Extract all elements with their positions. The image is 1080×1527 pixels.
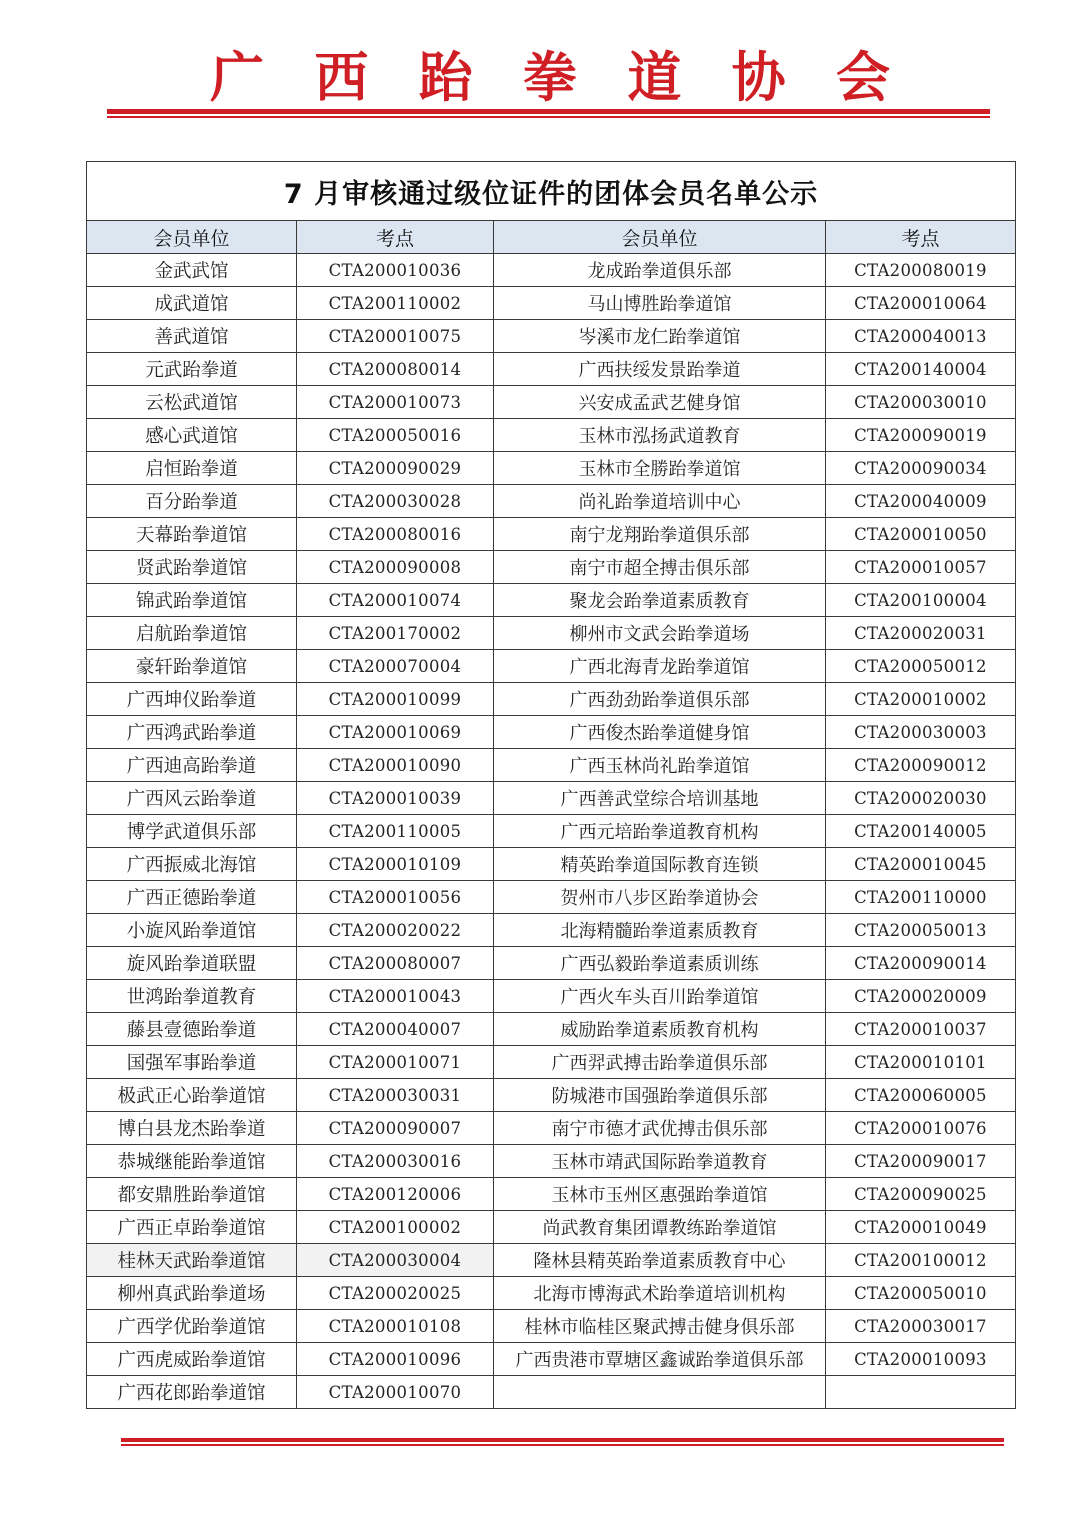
member-unit-cell: 博白县龙杰跆拳道 — [87, 1112, 297, 1145]
member-unit-cell: 豪轩跆拳道馆 — [87, 650, 297, 683]
member-unit-cell: 善武道馆 — [87, 320, 297, 353]
table-row — [87, 716, 1016, 749]
exam-site-code-cell: CTA200010045 — [826, 848, 1016, 881]
member-unit-cell: 都安鼎胜跆拳道馆 — [87, 1178, 297, 1211]
member-unit-cell: 北海市博海武术跆拳道培训机构 — [494, 1277, 826, 1310]
exam-site-code-cell: CTA200020030 — [826, 782, 1016, 815]
table-row — [87, 353, 1016, 386]
exam-site-code-cell: CTA200030028 — [297, 485, 494, 518]
exam-site-code-cell: CTA200030003 — [826, 716, 1016, 749]
member-unit-cell: 启恒跆拳道 — [87, 452, 297, 485]
exam-site-code-cell: CTA200140005 — [826, 815, 1016, 848]
exam-site-code-cell: CTA200030010 — [826, 386, 1016, 419]
exam-site-code-cell: CTA200010069 — [297, 716, 494, 749]
exam-site-code-cell: CTA200110002 — [297, 287, 494, 320]
member-unit-cell: 马山博胜跆拳道馆 — [494, 287, 826, 320]
member-unit-cell: 云松武道馆 — [87, 386, 297, 419]
exam-site-code-cell: CTA200010064 — [826, 287, 1016, 320]
member-unit-cell: 玉林市全勝跆拳道馆 — [494, 452, 826, 485]
exam-site-code-cell: CTA200090014 — [826, 947, 1016, 980]
exam-site-code-cell: CTA200050013 — [826, 914, 1016, 947]
member-unit-cell: 广西劲劲跆拳道俱乐部 — [494, 683, 826, 716]
exam-site-code-cell: CTA200010101 — [826, 1046, 1016, 1079]
member-unit-cell: 南宁龙翔跆拳道俱乐部 — [494, 518, 826, 551]
column-header-member-unit-left: 会员单位 — [87, 221, 297, 254]
member-unit-cell: 世鸿跆拳道教育 — [87, 980, 297, 1013]
exam-site-code-cell: CTA200100002 — [297, 1211, 494, 1244]
exam-site-code-cell: CTA200010073 — [297, 386, 494, 419]
member-unit-cell: 广西善武堂综合培训基地 — [494, 782, 826, 815]
member-unit-cell: 百分跆拳道 — [87, 485, 297, 518]
exam-site-code-cell: CTA200010070 — [297, 1376, 494, 1409]
exam-site-code-cell: CTA200010108 — [297, 1310, 494, 1343]
exam-site-code-cell: CTA200060005 — [826, 1079, 1016, 1112]
table-row — [87, 1145, 1016, 1178]
exam-site-code-cell: CTA200010050 — [826, 518, 1016, 551]
exam-site-code-cell: CTA200010074 — [297, 584, 494, 617]
exam-site-code-cell: CTA200090019 — [826, 419, 1016, 452]
member-unit-cell: 岑溪市龙仁跆拳道馆 — [494, 320, 826, 353]
table-header-row — [87, 221, 1016, 254]
table-row — [87, 1079, 1016, 1112]
member-unit-cell: 广西正卓跆拳道馆 — [87, 1211, 297, 1244]
exam-site-code-cell: CTA200030004 — [297, 1244, 494, 1277]
header-char: 协 — [731, 45, 786, 109]
exam-site-code-cell: CTA200010099 — [297, 683, 494, 716]
exam-site-code-cell: CTA200010056 — [297, 881, 494, 914]
exam-site-code-cell: CTA200010090 — [297, 749, 494, 782]
exam-site-code-cell: CTA200050010 — [826, 1277, 1016, 1310]
table-row — [87, 617, 1016, 650]
member-unit-cell: 成武道馆 — [87, 287, 297, 320]
member-unit-cell: 金武武馆 — [87, 254, 297, 287]
table-row — [87, 452, 1016, 485]
exam-site-code-cell: CTA200090017 — [826, 1145, 1016, 1178]
exam-site-code-cell: CTA200080014 — [297, 353, 494, 386]
member-unit-cell: 广西学优跆拳道馆 — [87, 1310, 297, 1343]
table-row — [87, 287, 1016, 320]
table-row — [87, 914, 1016, 947]
table-row — [87, 584, 1016, 617]
member-unit-cell: 尚武教育集团谭教练跆拳道馆 — [494, 1211, 826, 1244]
table-row — [87, 419, 1016, 452]
column-header-exam-site-left: 考点 — [297, 221, 494, 254]
member-unit-cell: 精英跆拳道国际教育连锁 — [494, 848, 826, 881]
exam-site-code-cell: CTA200140004 — [826, 353, 1016, 386]
table-row — [87, 254, 1016, 287]
exam-site-code-cell: CTA200080016 — [297, 518, 494, 551]
member-unit-cell: 南宁市德才武优搏击俱乐部 — [494, 1112, 826, 1145]
exam-site-code-cell: CTA200030031 — [297, 1079, 494, 1112]
member-unit-cell: 广西风云跆拳道 — [87, 782, 297, 815]
exam-site-code-cell: CTA200090034 — [826, 452, 1016, 485]
table-row — [87, 551, 1016, 584]
member-unit-cell: 广西扶绥发景跆拳道 — [494, 353, 826, 386]
table-row — [87, 1178, 1016, 1211]
header-rule-thick — [107, 109, 990, 114]
exam-site-code-cell: CTA200070004 — [297, 650, 494, 683]
table-row — [87, 386, 1016, 419]
member-unit-cell: 贺州市八步区跆拳道协会 — [494, 881, 826, 914]
footer-rule-thick — [121, 1438, 1004, 1442]
exam-site-code-cell: CTA200120006 — [297, 1178, 494, 1211]
exam-site-code-cell: CTA200030016 — [297, 1145, 494, 1178]
member-unit-cell: 威励跆拳道素质教育机构 — [494, 1013, 826, 1046]
table-row — [87, 1013, 1016, 1046]
member-unit-cell: 玉林市靖武国际跆拳道教育 — [494, 1145, 826, 1178]
member-unit-cell: 兴安成孟武艺健身馆 — [494, 386, 826, 419]
member-unit-cell: 广西火车头百川跆拳道馆 — [494, 980, 826, 1013]
table-row — [87, 980, 1016, 1013]
member-unit-cell: 桂林市临桂区聚武搏击健身俱乐部 — [494, 1310, 826, 1343]
exam-site-code-cell: CTA200090029 — [297, 452, 494, 485]
footer-rule-thin — [121, 1444, 1004, 1446]
exam-site-code-cell: CTA200010039 — [297, 782, 494, 815]
exam-site-code-cell: CTA200010037 — [826, 1013, 1016, 1046]
member-unit-cell: 尚礼跆拳道培训中心 — [494, 485, 826, 518]
exam-site-code-cell: CTA200080019 — [826, 254, 1016, 287]
member-unit-cell: 广西振威北海馆 — [87, 848, 297, 881]
exam-site-code-cell: CTA200050012 — [826, 650, 1016, 683]
member-unit-cell: 藤县壹德跆拳道 — [87, 1013, 297, 1046]
exam-site-code-cell: CTA200090012 — [826, 749, 1016, 782]
table-row — [87, 1244, 1016, 1277]
exam-site-code-cell — [826, 1376, 1016, 1409]
member-unit-cell: 广西花郎跆拳道馆 — [87, 1376, 297, 1409]
exam-site-code-cell: CTA200010093 — [826, 1343, 1016, 1376]
header-char: 跆 — [418, 45, 473, 109]
exam-site-code-cell: CTA200010036 — [297, 254, 494, 287]
member-unit-cell: 柳州真武跆拳道场 — [87, 1277, 297, 1310]
member-list-table — [86, 161, 1016, 1409]
member-unit-cell: 北海精髓跆拳道素质教育 — [494, 914, 826, 947]
member-unit-cell: 广西鸿武跆拳道 — [87, 716, 297, 749]
table-row — [87, 485, 1016, 518]
member-unit-cell: 旋风跆拳道联盟 — [87, 947, 297, 980]
table-row — [87, 1343, 1016, 1376]
exam-site-code-cell: CTA200010076 — [826, 1112, 1016, 1145]
table-row — [87, 1277, 1016, 1310]
member-unit-cell: 广西羿武搏击跆拳道俱乐部 — [494, 1046, 826, 1079]
member-unit-cell: 南宁市超全搏击俱乐部 — [494, 551, 826, 584]
header-char: 广 — [210, 45, 264, 109]
table-row — [87, 1112, 1016, 1145]
exam-site-code-cell: CTA200110000 — [826, 881, 1016, 914]
exam-site-code-cell: CTA200020031 — [826, 617, 1016, 650]
member-unit-cell: 柳州市文武会跆拳道场 — [494, 617, 826, 650]
member-unit-cell: 广西迪高跆拳道 — [87, 749, 297, 782]
exam-site-code-cell: CTA200170002 — [297, 617, 494, 650]
exam-site-code-cell: CTA200010096 — [297, 1343, 494, 1376]
member-unit-cell: 广西贵港市覃塘区鑫诚跆拳道俱乐部 — [494, 1343, 826, 1376]
member-unit-cell: 广西俊杰跆拳道健身馆 — [494, 716, 826, 749]
member-unit-cell: 广西坤仪跆拳道 — [87, 683, 297, 716]
member-unit-cell: 贤武跆拳道馆 — [87, 551, 297, 584]
table-row — [87, 1376, 1016, 1409]
member-unit-cell — [494, 1376, 826, 1409]
table-row — [87, 1046, 1016, 1079]
member-unit-cell: 龙成跆拳道俱乐部 — [494, 254, 826, 287]
member-list-table-container — [86, 161, 1015, 1409]
exam-site-code-cell: CTA200090008 — [297, 551, 494, 584]
member-unit-cell: 玉林市泓扬武道教育 — [494, 419, 826, 452]
table-title-row — [87, 162, 1016, 221]
member-unit-cell: 广西虎威跆拳道馆 — [87, 1343, 297, 1376]
member-unit-cell: 恭城继能跆拳道馆 — [87, 1145, 297, 1178]
member-unit-cell: 极武正心跆拳道馆 — [87, 1079, 297, 1112]
exam-site-code-cell: CTA200010109 — [297, 848, 494, 881]
column-header-exam-site-right: 考点 — [826, 221, 1016, 254]
exam-site-code-cell: CTA200010075 — [297, 320, 494, 353]
exam-site-code-cell: CTA200010002 — [826, 683, 1016, 716]
header-char: 西 — [314, 45, 369, 109]
table-row — [87, 320, 1016, 353]
exam-site-code-cell: CTA200050016 — [297, 419, 494, 452]
table-row — [87, 947, 1016, 980]
table-row — [87, 1211, 1016, 1244]
header-char: 拳 — [522, 45, 577, 109]
table-row — [87, 518, 1016, 551]
member-unit-cell: 感心武道馆 — [87, 419, 297, 452]
header-rule-thin — [107, 116, 990, 118]
table-row — [87, 881, 1016, 914]
exam-site-code-cell: CTA200040009 — [826, 485, 1016, 518]
member-unit-cell: 防城港市国强跆拳道俱乐部 — [494, 1079, 826, 1112]
member-unit-cell: 聚龙会跆拳道素质教育 — [494, 584, 826, 617]
table-row — [87, 1310, 1016, 1343]
member-unit-cell: 博学武道俱乐部 — [87, 815, 297, 848]
member-unit-cell: 桂林天武跆拳道馆 — [87, 1244, 297, 1277]
header-char: 道 — [627, 45, 682, 109]
exam-site-code-cell: CTA200030017 — [826, 1310, 1016, 1343]
exam-site-code-cell: CTA200100012 — [826, 1244, 1016, 1277]
header-char: 会 — [835, 45, 890, 109]
exam-site-code-cell: CTA200010043 — [297, 980, 494, 1013]
member-unit-cell: 广西元培跆拳道教育机构 — [494, 815, 826, 848]
member-unit-cell: 广西玉林尚礼跆拳道馆 — [494, 749, 826, 782]
member-unit-cell: 国强军事跆拳道 — [87, 1046, 297, 1079]
table-row — [87, 683, 1016, 716]
member-unit-cell: 天幕跆拳道馆 — [87, 518, 297, 551]
exam-site-code-cell: CTA200100004 — [826, 584, 1016, 617]
member-unit-cell: 小旋风跆拳道馆 — [87, 914, 297, 947]
member-unit-cell: 广西北海青龙跆拳道馆 — [494, 650, 826, 683]
exam-site-code-cell: CTA200020022 — [297, 914, 494, 947]
exam-site-code-cell: CTA200090007 — [297, 1112, 494, 1145]
exam-site-code-cell: CTA200010049 — [826, 1211, 1016, 1244]
member-unit-cell: 广西弘毅跆拳道素质训练 — [494, 947, 826, 980]
table-row — [87, 650, 1016, 683]
exam-site-code-cell: CTA200090025 — [826, 1178, 1016, 1211]
exam-site-code-cell: CTA200080007 — [297, 947, 494, 980]
member-unit-cell: 锦武跆拳道馆 — [87, 584, 297, 617]
member-unit-cell: 玉林市玉州区惠强跆拳道馆 — [494, 1178, 826, 1211]
exam-site-code-cell: CTA200040007 — [297, 1013, 494, 1046]
member-unit-cell: 启航跆拳道馆 — [87, 617, 297, 650]
member-unit-cell: 隆林县精英跆拳道素质教育中心 — [494, 1244, 826, 1277]
table-title: 7 月审核通过级位证件的团体会员名单公示 — [87, 162, 1016, 221]
exam-site-code-cell: CTA200110005 — [297, 815, 494, 848]
exam-site-code-cell: CTA200020009 — [826, 980, 1016, 1013]
table-row — [87, 815, 1016, 848]
exam-site-code-cell: CTA200010071 — [297, 1046, 494, 1079]
member-unit-cell: 广西正德跆拳道 — [87, 881, 297, 914]
member-unit-cell: 元武跆拳道 — [87, 353, 297, 386]
table-row — [87, 848, 1016, 881]
exam-site-code-cell: CTA200010057 — [826, 551, 1016, 584]
exam-site-code-cell: CTA200020025 — [297, 1277, 494, 1310]
table-row — [87, 782, 1016, 815]
table-row — [87, 749, 1016, 782]
header-org-title — [110, 44, 990, 110]
column-header-member-unit-right: 会员单位 — [494, 221, 826, 254]
exam-site-code-cell: CTA200040013 — [826, 320, 1016, 353]
